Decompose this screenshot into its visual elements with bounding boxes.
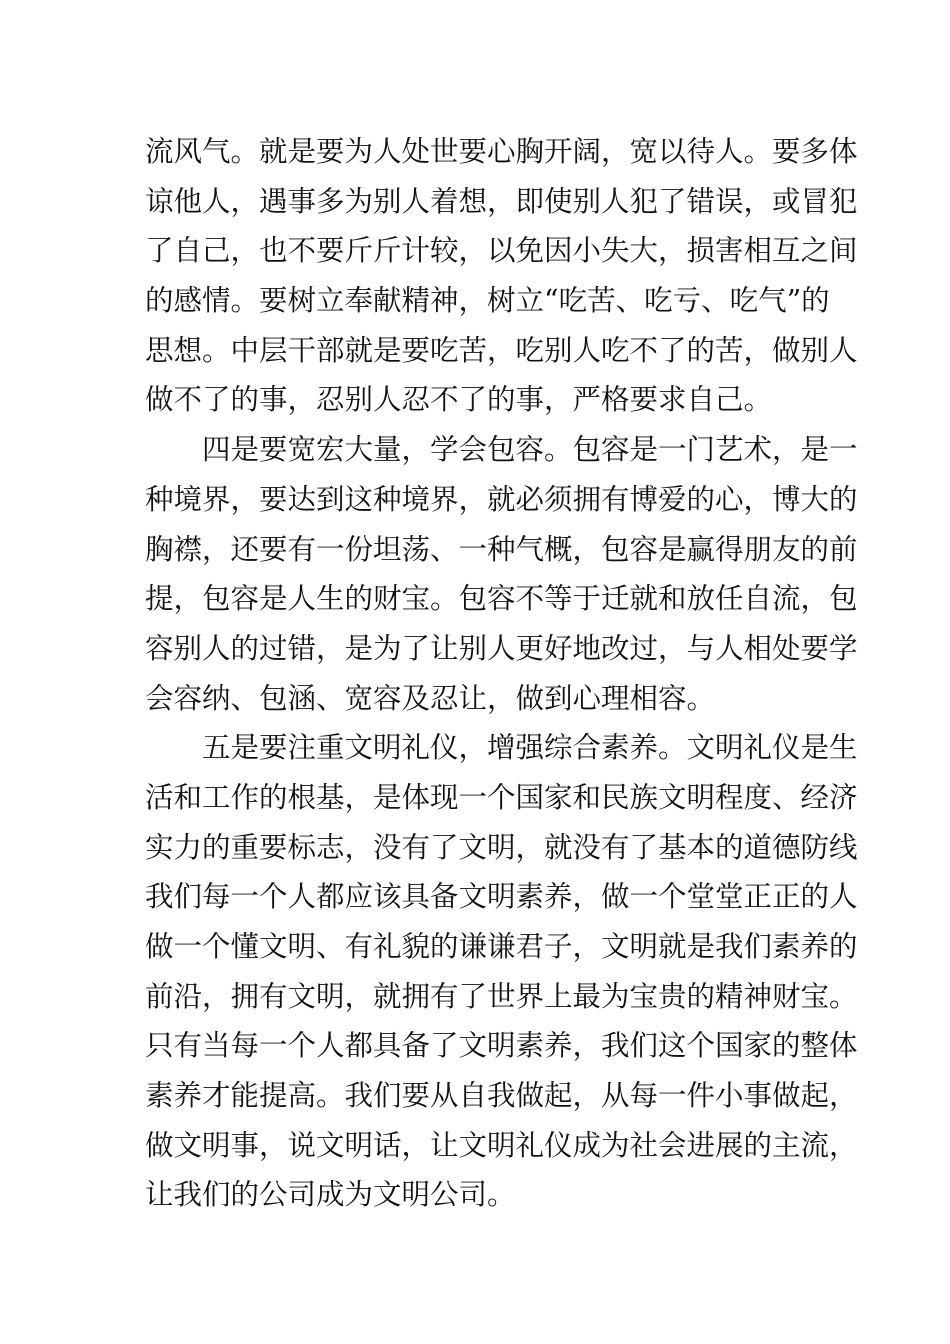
paragraph-3	[145, 723, 858, 1220]
text-line: 实力的重要标志，没有了文明，就没有了基本的道德防线	[145, 830, 858, 864]
text-line: 的感情。要树立奉献精神，树立“吃苦、吃亏、吃气”的	[145, 284, 830, 318]
text-line: 素养才能提高。我们要从自我做起，从每一件小事做起，	[145, 1079, 858, 1113]
text-line: 只有当每一个人都具备了文明素养，我们这个国家的整体	[145, 1029, 858, 1063]
text-line: 前沿，拥有文明，就拥有了世界上最为宝贵的精神财宝。	[145, 979, 858, 1013]
text-line: 提，包容是人生的财宝。包容不等于迁就和放任自流，包	[145, 582, 858, 616]
text-line: 思想。中层干部就是要吃苦，吃别人吃不了的苦，做别人	[145, 333, 858, 367]
text-line: 做一个懂文明、有礼貌的谦谦君子，文明就是我们素养的	[145, 930, 858, 963]
text-line: 谅他人，遇事多为别人着想，即使别人犯了错误，或冒犯	[145, 184, 858, 218]
text-line: 让我们的公司成为文明公司。	[145, 1178, 516, 1212]
text-line: 胸襟，还要有一份坦荡、一种气概，包容是赢得朋友的前	[145, 532, 858, 566]
text-line: 五是要注重文明礼仪，增强综合素养。文明礼仪是生	[202, 731, 858, 765]
document-body	[145, 127, 858, 1220]
paragraph-1	[145, 127, 858, 425]
text-line: 做文明事，说文明话，让文明礼仪成为社会进展的主流，	[145, 1128, 858, 1162]
text-line: 容别人的过错，是为了让别人更好地改过，与人相处要学	[145, 631, 858, 665]
text-line: 做不了的事，忍别人忍不了的事，严格要求自己。	[145, 383, 773, 417]
text-line: 我们每一个人都应该具备文明素养，做一个堂堂正正的人	[145, 880, 858, 914]
text-line: 了自己，也不要斤斤计较，以免因小失大，损害相互之间	[145, 234, 858, 268]
paragraph-2	[145, 425, 858, 723]
text-line: 四是要宽宏大量，学会包容。包容是一门艺术，是一	[202, 433, 858, 467]
text-line: 种境界，要达到这种境界，就必须拥有博爱的心，博大的	[145, 482, 858, 516]
text-line: 会容纳、包涵、宽容及忍让，做到心理相容。	[145, 681, 716, 715]
text-line: 活和工作的根基，是体现一个国家和民族文明程度、经济	[145, 780, 858, 814]
text-line: 流风气。就是要为人处世要心胸开阔，宽以待人。要多体	[145, 135, 858, 168]
